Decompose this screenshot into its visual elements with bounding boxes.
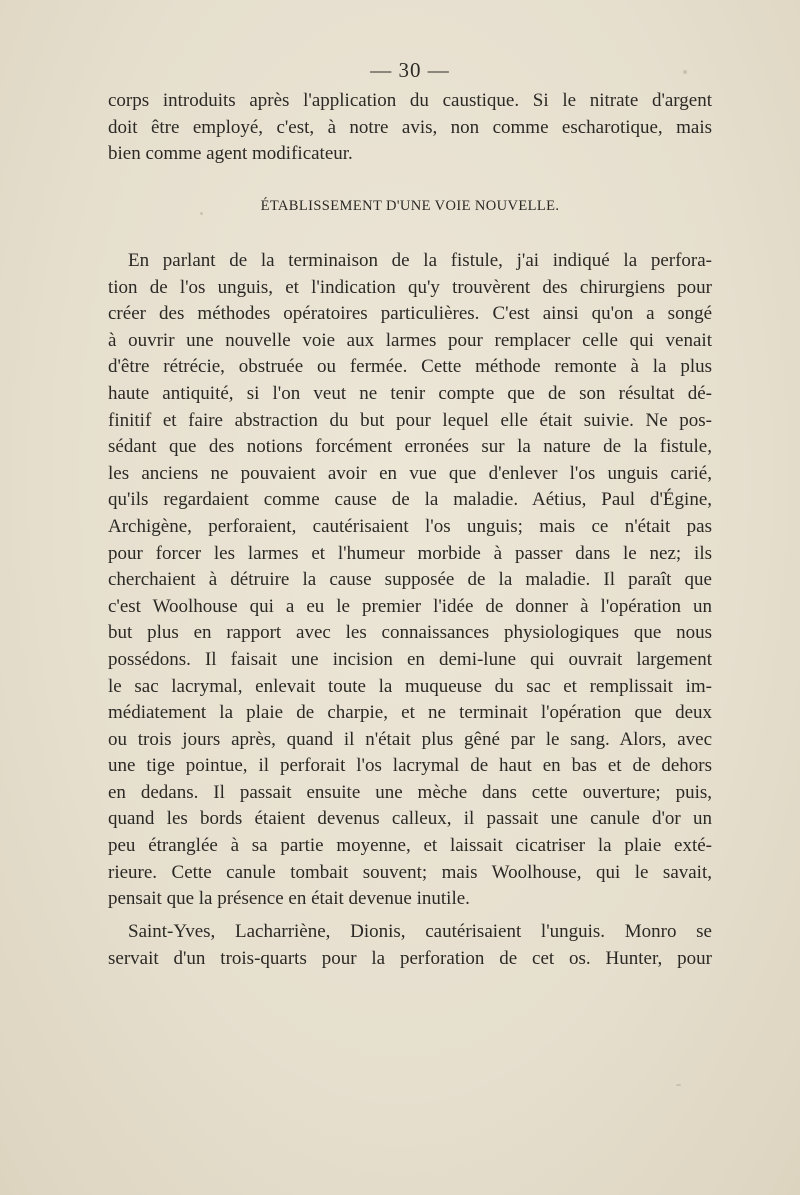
text-line: quand les bords étaient devenus calleux, il passait une canule d'or un	[108, 808, 712, 830]
text-line: c'est Woolhouse qui a eu le premier l'idée de donner à l'opération un	[108, 595, 712, 617]
text-line: les anciens ne pouvaient avoir en vue que d'enlever l'os unguis carié,	[108, 462, 712, 484]
text-line: qu'ils regardaient comme cause de la maladie. Aétius, Paul d'Égine,	[108, 489, 712, 511]
section-heading: ÉTABLISSEMENT D'UNE VOIE NOUVELLE.	[260, 198, 560, 214]
text-line: peu étranglée à sa partie moyenne, et laissait cicatriser la plaie exté-	[108, 835, 712, 857]
text-line: ou trois jours après, quand il n'était plus gêné par le sang. Alors, avec	[108, 728, 712, 750]
text-line: tion de l'os unguis, et l'indication qu'y trouvèrent des chirurgiens pour	[108, 276, 712, 298]
paper-speck	[683, 70, 687, 74]
text-line: haute antiquité, si l'on veut ne tenir compte que de son résultat dé-	[108, 382, 712, 404]
text-line: but plus en rapport avec les connaissances physiologiques que nous	[108, 622, 712, 644]
text-line: servait d'un trois-quarts pour la perforation de cet os. Hunter, pour	[108, 947, 712, 969]
text-line: pour forcer les larmes et l'humeur morbide à passer dans le nez; ils	[108, 542, 712, 564]
text-line: possédons. Il faisait une incision en demi-lune qui ouvrait largement	[108, 648, 712, 670]
text-line: doit être employé, c'est, à notre avis, non comme escharotique, mais	[108, 116, 712, 138]
text-line: d'être rétrécie, obstruée ou fermée. Cette méthode remonte à la plus	[108, 356, 712, 378]
text-line: En parlant de la terminaison de la fistule, j'ai indiqué la perfora-	[128, 250, 712, 271]
text-line: corps introduits après l'application du caustique. Si le nitrate d'argent	[108, 90, 712, 111]
text-line: une tige pointue, il perforait l'os lacrymal de haut en bas et de dehors	[108, 755, 712, 777]
text-line: cherchaient à détruire la cause supposée de la maladie. Il paraît que	[108, 569, 712, 591]
page-number: — 30 —	[370, 58, 450, 82]
opening-paragraph	[108, 88, 712, 168]
main-paragraph	[108, 248, 712, 913]
text-line: Archigène, perforaient, cautérisaient l'os unguis; mais ce n'était pas	[108, 515, 712, 537]
closing-paragraph	[108, 919, 712, 972]
text-line: sédant que des notions forcément erronées sur la nature de la fistule,	[108, 436, 712, 458]
text-line: pensait que la présence en était devenue inutile.	[108, 888, 470, 910]
text-line: créer des méthodes opératoires particulières. C'est ainsi qu'on a songé	[108, 303, 712, 325]
text-line: rieure. Cette canule tombait souvent; mais Woolhouse, qui le savait,	[108, 861, 712, 883]
paper-speck	[200, 212, 203, 215]
text-line: finitif et faire abstraction du but pour lequel elle était suivie. Ne pos-	[108, 409, 712, 431]
text-line: médiatement la plaie de charpie, et ne terminait l'opération que deux	[108, 702, 712, 724]
text-line: à ouvrir une nouvelle voie aux larmes pour remplacer celle qui venait	[108, 329, 712, 351]
text-line: le sac lacrymal, enlevait toute la muqueuse du sac et remplissait im-	[108, 675, 712, 697]
text-line: bien comme agent modificateur.	[108, 143, 353, 165]
text-line: Saint-Yves, Lacharriène, Dionis, cautérisaient l'unguis. Monro se	[128, 921, 712, 942]
text-line: en dedans. Il passait ensuite une mèche dans cette ouverture; puis,	[108, 781, 712, 803]
paper-speck	[676, 1084, 681, 1086]
